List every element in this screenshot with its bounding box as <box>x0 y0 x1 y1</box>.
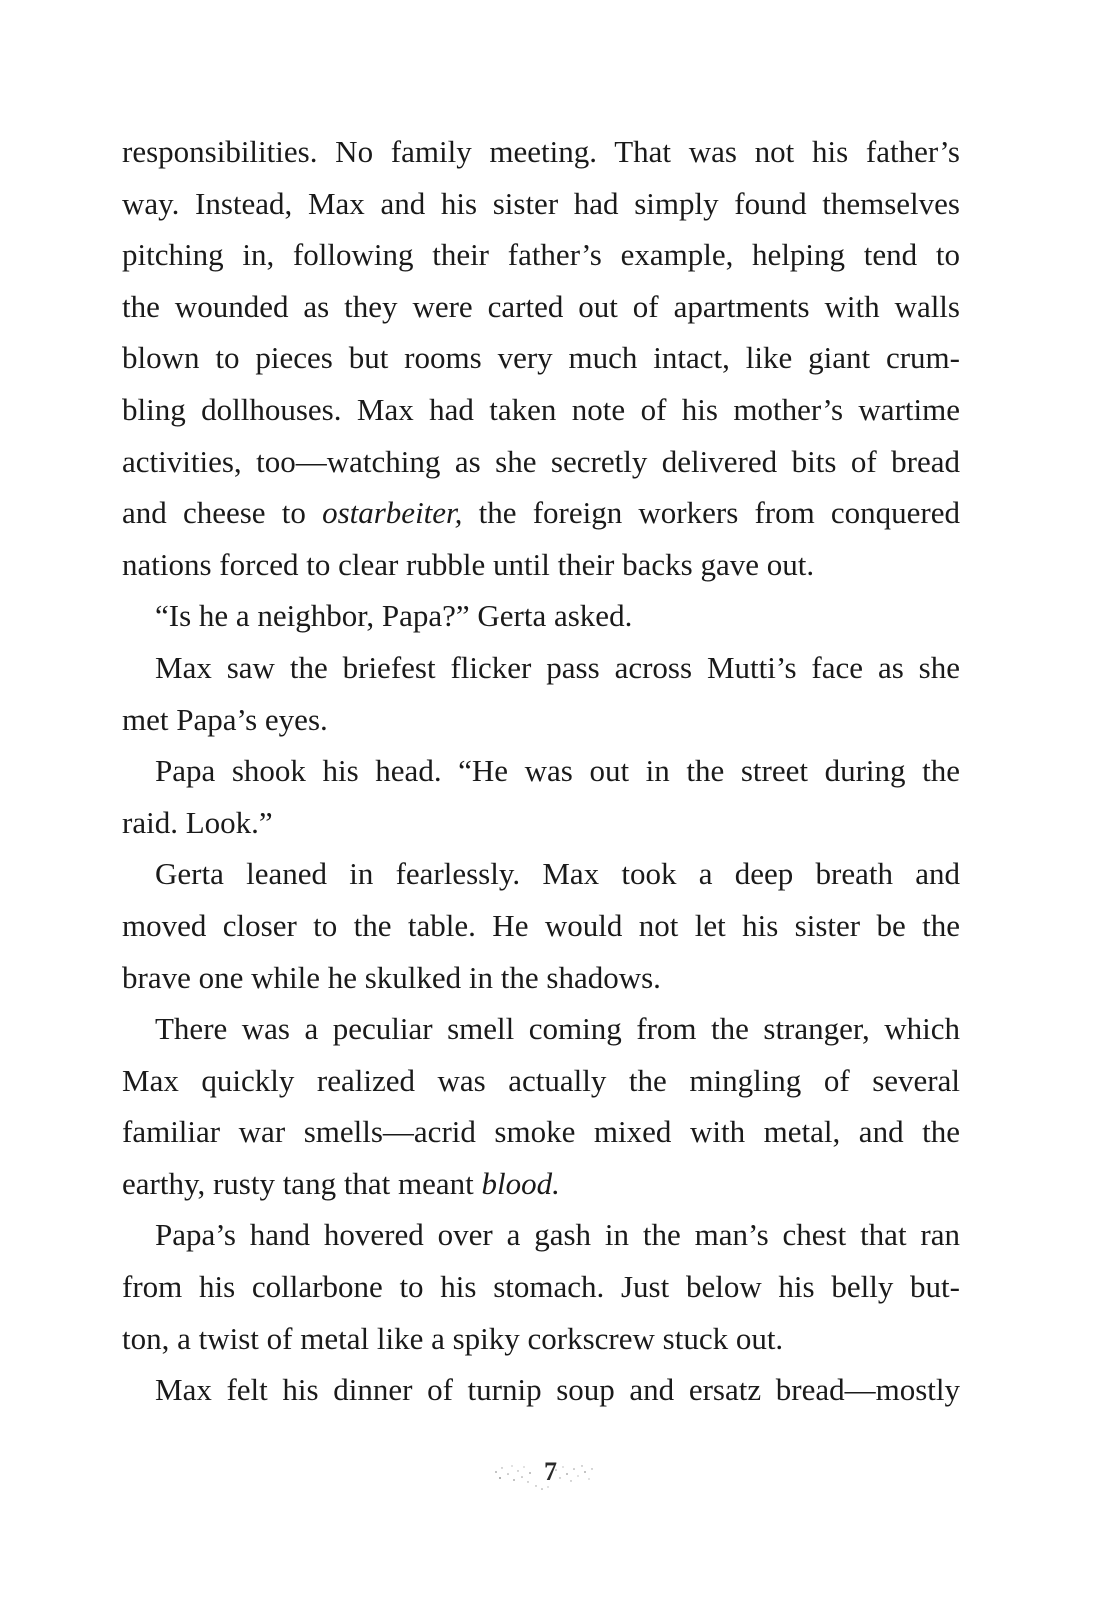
text-line <box>122 848 960 900</box>
paragraph <box>122 642 960 745</box>
text-run: familiar war smells—acrid smoke mixed with metal, and the <box>122 1114 960 1150</box>
text-line <box>122 1055 960 1107</box>
text-line <box>122 694 960 746</box>
text-run: Papa’s hand hovered over a gash in the man’s chest that ran <box>155 1217 960 1253</box>
text-run: brave one while he skulked in the shadows. <box>122 959 661 995</box>
text-run: the wounded as they were carted out of apartments with walls <box>122 288 960 324</box>
book-page-body <box>122 126 960 1416</box>
text-run: “Is he a neighbor, Papa?” Gerta asked. <box>155 598 633 634</box>
text-run: Gerta leaned in fearlessly. Max took a deep breath and <box>155 856 960 892</box>
text-line <box>122 797 960 849</box>
text-line <box>122 1313 960 1365</box>
text-line <box>122 1106 960 1158</box>
text-run: raid. Look.” <box>122 804 273 840</box>
text-run: blown to pieces but rooms very much intact, like giant crum- <box>122 340 960 376</box>
text-line <box>122 229 960 281</box>
text-run: pitching in, following their father’s example, helping tend to <box>122 237 960 273</box>
text-run: earthy, rusty tang that meant <box>122 1165 482 1201</box>
text-run: and cheese to <box>122 495 323 531</box>
paragraph <box>122 590 960 642</box>
text-line <box>122 1209 960 1261</box>
text-run: Max saw the briefest flicker pass across Mutti’s face as she <box>155 649 960 685</box>
text-line <box>122 281 960 333</box>
text-run: from his collarbone to his stomach. Just below his belly but- <box>122 1269 960 1305</box>
text-line <box>122 332 960 384</box>
text-run: way. Instead, Max and his sister had simply found themselves <box>122 185 960 221</box>
text-line <box>122 487 960 539</box>
page-number: 7 <box>544 1457 557 1486</box>
text-line <box>122 126 960 178</box>
text-line <box>122 539 960 591</box>
text-run: nations forced to clear rubble until their backs gave out. <box>122 546 815 582</box>
text-run: activities, too—watching as she secretly delivered bits of bread <box>122 443 960 479</box>
paragraph <box>122 1209 960 1364</box>
paragraph <box>122 745 960 848</box>
italic-text-run: ostarbeiter, <box>322 495 463 531</box>
paragraph <box>122 848 960 1003</box>
text-line <box>122 178 960 230</box>
paragraph <box>122 1003 960 1209</box>
paragraph <box>122 126 960 590</box>
text-line <box>122 642 960 694</box>
italic-text-run: blood. <box>481 1165 560 1201</box>
text-run: ton, a twist of metal like a spiky corkscrew stuck out. <box>122 1320 784 1356</box>
text-run: responsibilities. No family meeting. That was not his father’s <box>122 134 960 169</box>
text-run: Papa shook his head. “He was out in the street during the <box>155 753 960 789</box>
text-line <box>122 745 960 797</box>
text-run: met Papa’s eyes. <box>122 701 328 737</box>
page-number-block <box>0 1452 1101 1492</box>
text-run: bling dollhouses. Max had taken note of his mother’s wartime <box>122 391 960 427</box>
text-line <box>122 1261 960 1313</box>
text-run: Max quickly realized was actually the mingling of several <box>122 1062 960 1098</box>
text-line <box>122 590 960 642</box>
text-line <box>122 436 960 488</box>
text-line <box>122 900 960 952</box>
text-line <box>122 384 960 436</box>
text-line <box>122 1364 960 1416</box>
paragraph <box>122 1364 960 1416</box>
text-run: moved closer to the table. He would not let his sister be the <box>122 907 960 943</box>
text-line <box>122 952 960 1004</box>
text-run: Max felt his dinner of turnip soup and ersatz bread—mostly <box>155 1372 960 1408</box>
text-run: There was a peculiar smell coming from the stranger, which <box>155 1011 960 1047</box>
text-run: the foreign workers from conquered <box>462 495 961 531</box>
text-line <box>122 1003 960 1055</box>
page-number-ornament <box>488 1458 598 1492</box>
text-line <box>122 1158 960 1210</box>
